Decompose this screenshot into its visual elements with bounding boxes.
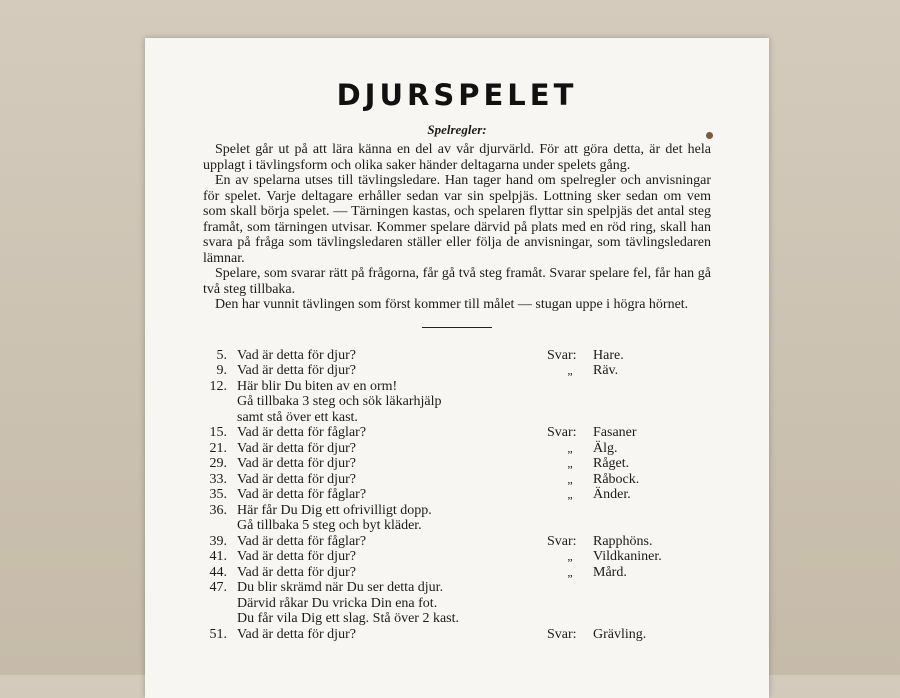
answer-prefix: Svar: (547, 626, 577, 642)
entry-text: Vad är detta för djur? (237, 564, 356, 580)
answer-text: Hare. (593, 347, 624, 363)
answer-prefix: „ (567, 456, 573, 470)
entry-text: Vad är detta för fåglar? (237, 487, 367, 502)
entry-number (201, 410, 237, 426)
entry-text: Här får Du Dig ett ofrivilligt dopp. (237, 502, 432, 518)
entry-text: Vad är detta för djur? (237, 347, 356, 363)
answer-text (593, 379, 671, 395)
entry-number: 36. (209, 502, 227, 518)
entry-text: Du får vila Dig ett slag. Stå över 2 kast. (237, 611, 460, 626)
entry-number (201, 518, 237, 534)
answer-prefix (547, 518, 593, 534)
answer-prefix: „ (567, 471, 573, 486)
entry-number: 51. (209, 626, 227, 642)
answer-prefix (547, 410, 593, 426)
entry-text: Vad är detta för djur? (237, 626, 356, 642)
answer-text (593, 394, 671, 410)
answer-text: Älg. (593, 440, 618, 456)
question-row (201, 425, 671, 441)
answer-text (593, 518, 671, 534)
rules-paragraph-3: Spelare, som svarar rätt på frågorna, får gå två steg framåt. Svarar spelare fel, får han gå två steg tillbaka. (203, 266, 711, 297)
question-row (201, 580, 671, 596)
question-row (201, 472, 671, 488)
answer-prefix (547, 379, 593, 395)
answer-prefix: „ (567, 487, 573, 501)
entry-number: 15. (209, 425, 227, 440)
paper-speck (706, 132, 713, 139)
question-row (201, 410, 671, 426)
entry-text: samt stå över ett kast. (237, 409, 358, 425)
answer-text: Rapphöns. (593, 533, 653, 549)
answer-prefix: „ (567, 564, 573, 579)
question-row (201, 348, 671, 364)
question-list (201, 348, 671, 643)
answer-prefix: Svar: (547, 347, 577, 363)
entry-number (201, 596, 237, 612)
question-row (201, 565, 671, 581)
entry-text: Vad är detta för djur? (237, 363, 356, 378)
answer-text: Änder. (593, 487, 631, 502)
entry-text: Gå tillbaka 3 steg och sök läkarhjälp (237, 394, 442, 409)
answer-text (593, 596, 671, 612)
answer-text: Mård. (593, 564, 627, 580)
entry-number: 33. (209, 471, 227, 487)
entry-text: Vad är detta för djur? (237, 456, 356, 471)
answer-prefix (547, 596, 593, 612)
entry-number: 9. (216, 363, 227, 378)
question-row (201, 441, 671, 457)
answer-text: Råget. (593, 456, 630, 471)
answer-text (593, 580, 671, 596)
entry-text: Vad är detta för fåglar? (237, 533, 367, 549)
question-row (201, 549, 671, 565)
answer-text (593, 611, 671, 627)
question-row (201, 487, 671, 503)
question-row (201, 456, 671, 472)
rules-paragraph-4: Den har vunnit tävlingen som först kommer till målet — stugan uppe i högra hörnet. (215, 297, 689, 312)
answer-prefix (547, 580, 593, 596)
entry-number: 41. (209, 549, 227, 564)
page-title: DJURSPELET (336, 78, 578, 112)
question-row (201, 379, 671, 395)
answer-prefix: „ (567, 549, 573, 563)
question-row (201, 596, 671, 612)
answer-prefix (547, 503, 593, 519)
answer-prefix: Svar: (547, 425, 577, 440)
entry-number: 21. (209, 440, 227, 456)
question-row (201, 394, 671, 410)
rules-paragraph-2: En av spelarna utses till tävlingsledare. Han tager hand om spelregler och anvisningar för spelet. Varje deltagare erhåller sedan var sin spelpjäs. Lottning sker sedan om vem som skall börja spelet. — Tärningen kastas, och spelaren flyttar sin spelpjäs det antal steg framåt, som tärningen utvisar. Kommer spelare därvid på plats med en röd ring, skall han svara på fråga som tävlingsledaren ställer eller följa de anvisningar, som tävlingsledaren lämnar. (203, 173, 711, 266)
entry-number: 29. (209, 456, 227, 471)
rules-sheet (145, 38, 769, 698)
answer-prefix (547, 394, 593, 410)
entry-text: Vad är detta för fåglar? (237, 425, 367, 440)
question-row (201, 534, 671, 550)
entry-text: Gå tillbaka 5 steg och byt kläder. (237, 518, 422, 533)
section-divider (422, 327, 492, 328)
answer-text: Vildkaniner. (593, 549, 662, 564)
rules-subtitle: Spelregler: (427, 122, 487, 137)
entry-text: Vad är detta för djur? (237, 471, 356, 487)
entry-number: 47. (209, 580, 227, 595)
answer-text: Råbock. (593, 471, 640, 487)
question-row (201, 363, 671, 379)
question-row (201, 627, 671, 643)
answer-text (593, 410, 671, 426)
entry-number: 35. (209, 487, 227, 502)
entry-number: 39. (209, 533, 227, 549)
answer-text (593, 503, 671, 519)
entry-text: Du blir skrämd när Du ser detta djur. (237, 580, 444, 595)
entry-number: 44. (209, 564, 227, 580)
answer-text: Grävling. (593, 626, 647, 642)
answer-prefix: Svar: (547, 533, 577, 549)
question-row (201, 611, 671, 627)
question-row (201, 518, 671, 534)
answer-text: Räv. (593, 363, 619, 378)
entry-text: Vad är detta för djur? (237, 549, 356, 564)
rules-paragraph-1: Spelet går ut på att lära känna en del av vår djurvärld. För att göra detta, är det hela upplagt i tävlingsform och olika saker händer deltagarna under spelets gång. (203, 142, 711, 173)
entry-text: Här blir Du biten av en orm! (237, 378, 398, 394)
question-row (201, 503, 671, 519)
answer-prefix: „ (567, 440, 573, 455)
entry-number (201, 394, 237, 410)
answer-prefix (547, 611, 593, 627)
entry-number (201, 611, 237, 627)
entry-number: 5. (216, 347, 227, 363)
entry-text: Vad är detta för djur? (237, 440, 356, 456)
entry-text: Därvid råkar Du vricka Din ena fot. (237, 595, 438, 611)
entry-number: 12. (209, 378, 227, 394)
answer-prefix: „ (567, 363, 573, 377)
answer-text: Fasaner (593, 425, 637, 440)
